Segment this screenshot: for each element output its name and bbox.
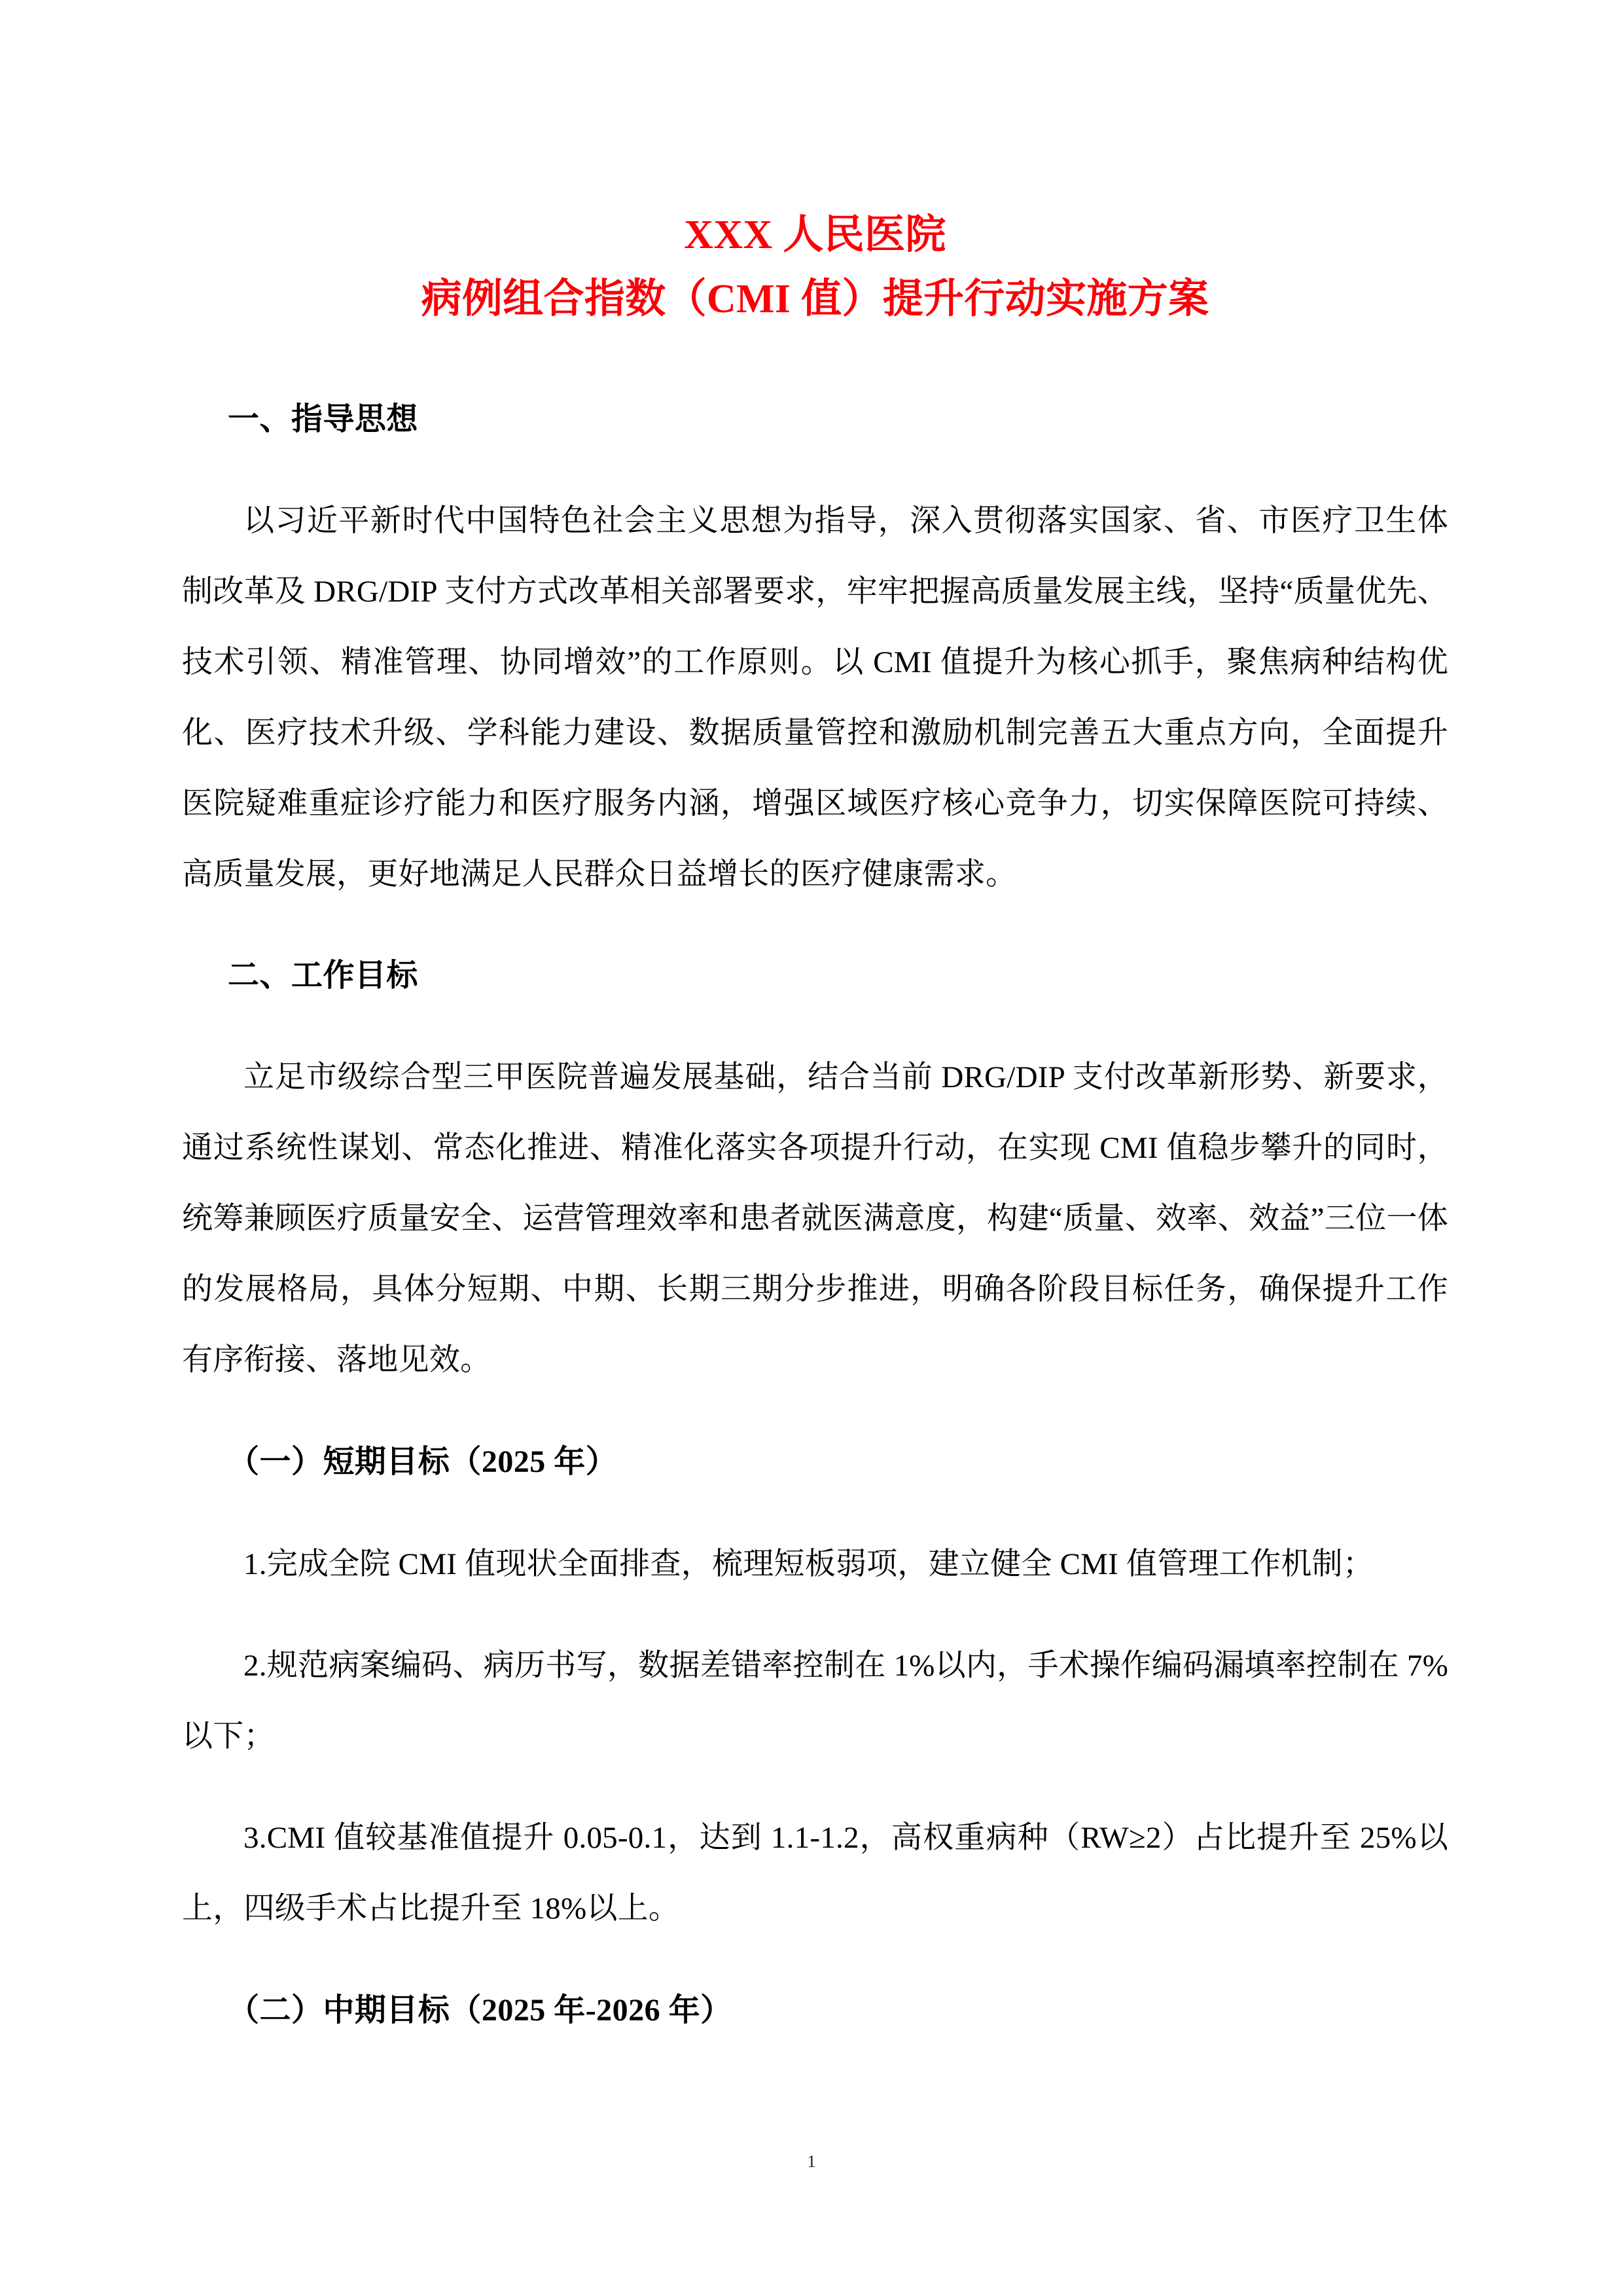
page-number: 1	[807, 2152, 816, 2171]
document-content	[182, 0, 1448, 2077]
document-title-line-2: 病例组合指数（CMI 值）提升行动实施方案	[421, 277, 1209, 322]
document-title-line-1: XXX 人民医院	[684, 213, 946, 258]
section-heading-work-objectives: 二、工作目标	[228, 958, 418, 994]
section-heading-guiding-ideology: 一、指导思想	[228, 402, 418, 437]
document-title	[182, 14, 1448, 324]
section-paragraph-guiding-ideology: 以习近平新时代中国特色社会主义思想为指导，深入贯彻落实国家、省、市医疗卫生体制改革及 DRG/DIP 支付方式改革相关部署要求，牢牢把握高质量发展主线，坚持“质量优先、技术引领、精准管理、协同增效”的工作原则。以 CMI 值提升为核心抓手，聚焦病种结构优化、医疗技术升级、学科能力建设、数据质量管控和激励机制完善五大重点方向，全面提升医院疑难重症诊疗能力和医疗服务内涵，增强区域医疗核心竞争力，切实保障医院可持续、高质量发展，更好地满足人民群众日益增长的医疗健康需求。	[182, 504, 1448, 892]
list-item: 2.规范病案编码、病历书写，数据差错率控制在 1%以内，手术操作编码漏填率控制在 7%以下；	[182, 1649, 1448, 1754]
list-item: 1.完成全院 CMI 值现状全面排查，梳理短板弱项，建立健全 CMI 值管理工作机制；	[243, 1547, 1374, 1582]
subsection-heading-short-term-goal: （一）短期目标（2025 年）	[228, 1444, 618, 1480]
subsection-heading-mid-term-goal: （二）中期目标（2025 年-2026 年）	[228, 1993, 732, 2028]
list-item: 3.CMI 值较基准值提升 0.05-0.1，达到 1.1-1.2，高权重病种（RW≥2）占比提升至 25%以上，四级手术占比提升至 18%以上。	[182, 1821, 1448, 1926]
section-paragraph-work-objectives: 立足市级综合型三甲医院普遍发展基础，结合当前 DRG/DIP 支付改革新形势、新要求，通过系统性谋划、常态化推进、精准化落实各项提升行动，在实现 CMI 值稳步攀升的同时，统筹兼顾医疗质量安全、运营管理效率和患者就医满意度，构建“质量、效率、效益”三位一体的发展格局，具体分短期、中期、长期三期分步推进，明确各阶段目标任务，确保提升工作有序衔接、落地见效。	[182, 1060, 1448, 1378]
